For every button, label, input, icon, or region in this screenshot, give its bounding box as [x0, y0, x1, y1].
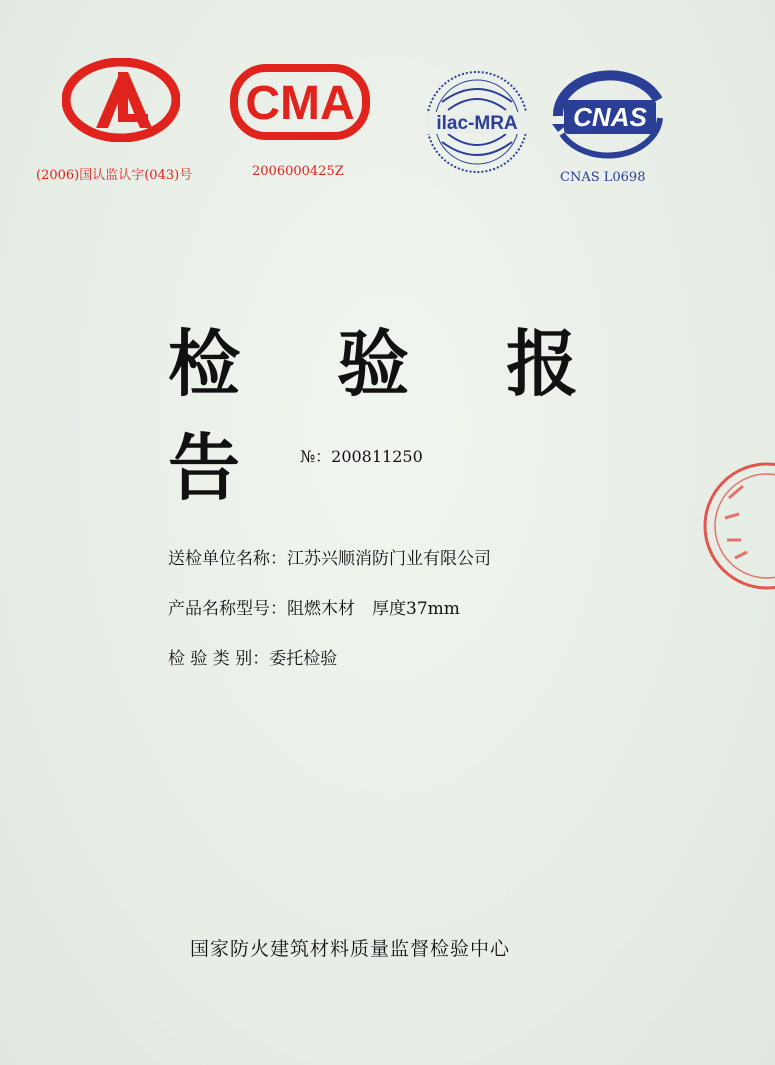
field-submitter-label: 送检单位名称：: [168, 549, 287, 569]
cnas-logo-text: CNAS: [573, 102, 647, 132]
field-inspection-type: [168, 644, 337, 669]
field-submitter: [168, 544, 491, 569]
field-submitter-value: 江苏兴顺消防门业有限公司: [287, 549, 491, 569]
report-number: №：200811250: [300, 447, 423, 466]
field-inspection-type-value: 委托检验: [269, 649, 338, 669]
ilac-mra-text: ilac-MRA: [436, 113, 518, 134]
cma-logo-text: CMA: [245, 77, 355, 130]
cal-caption: (2006)国认监认字(043)号: [36, 168, 193, 183]
cnas-logo: [548, 66, 672, 166]
red-seal-stamp: [699, 458, 775, 598]
field-product-value: 阻燃木材 厚度37mm: [287, 599, 460, 619]
ilac-mra-logo: [422, 66, 532, 178]
field-product: [168, 594, 460, 619]
report-title: 检 验 报 告: [168, 322, 615, 510]
cal-logo: [62, 58, 180, 142]
cma-logo: [230, 64, 370, 140]
field-inspection-type-label: 检 验 类 别：: [168, 649, 270, 669]
cnas-caption: CNAS L0698: [560, 170, 646, 185]
issuing-organization: 国家防火建筑材料质量监督检验中心: [190, 938, 511, 960]
cma-caption: 2006000425Z: [252, 164, 344, 179]
field-product-label: 产品名称型号：: [168, 599, 287, 619]
